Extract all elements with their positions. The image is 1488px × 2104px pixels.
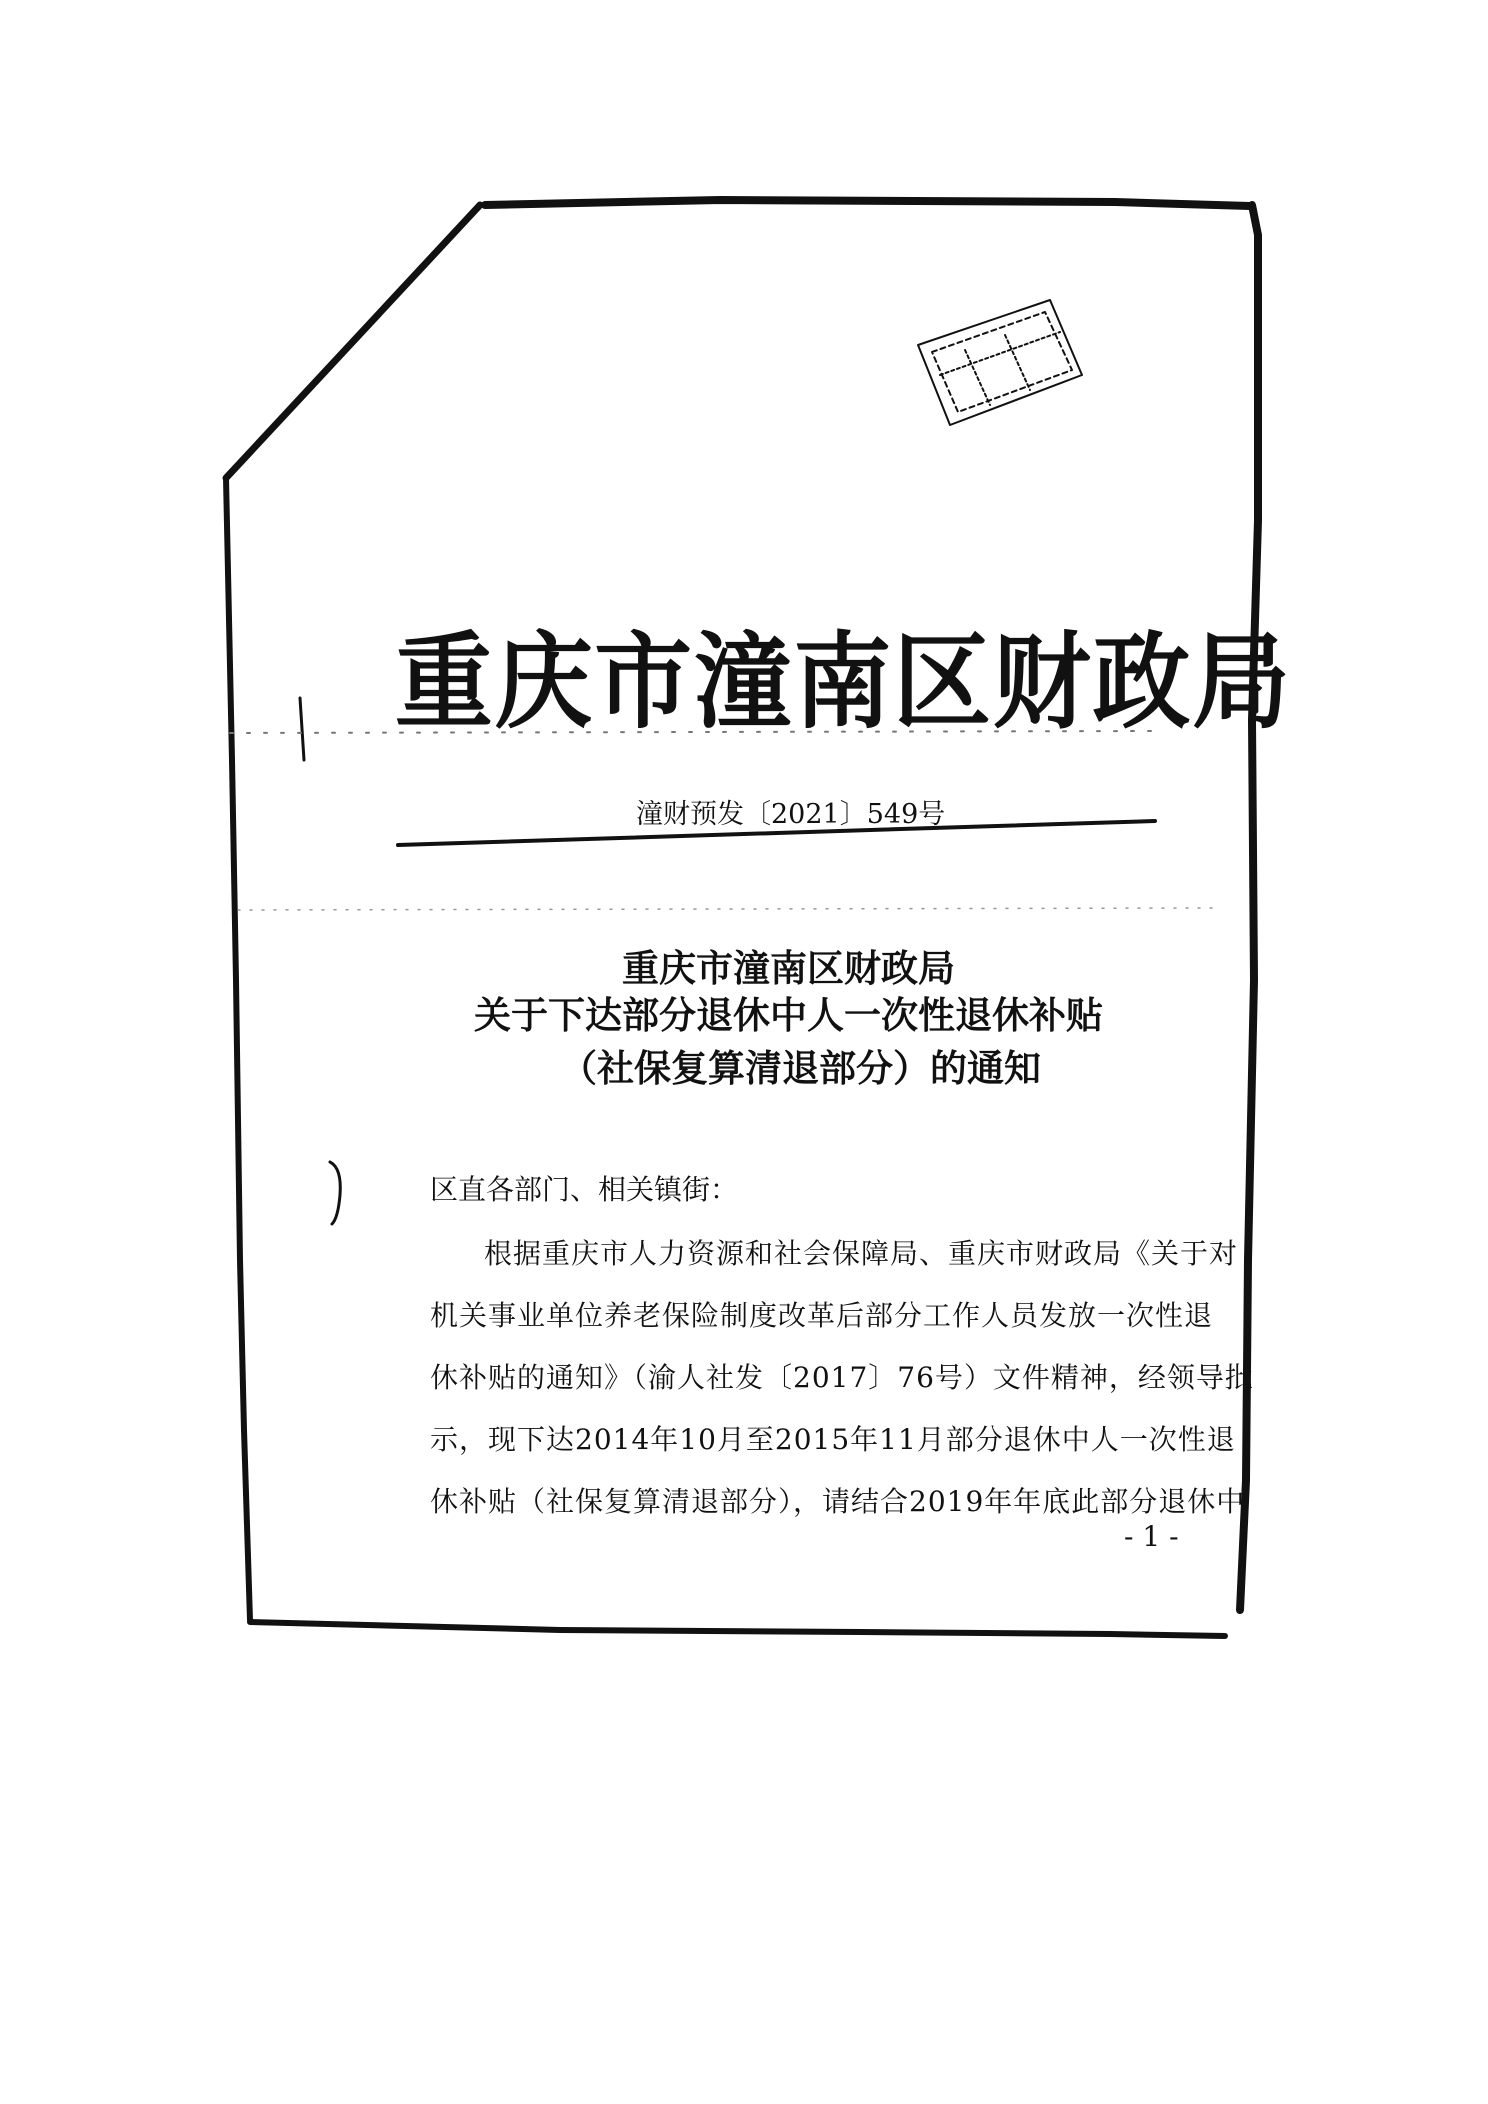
- frame-left-edge: [226, 478, 250, 1620]
- body-line-1: 根据重庆市人力资源和社会保障局、重庆市财政局《关于对: [484, 1237, 1239, 1270]
- document-title-line-2: 关于下达部分退休中人一次性退休补贴: [474, 993, 1103, 1037]
- body-line-2: 机关事业单位养老保险制度改革后部分工作人员发放一次性退: [430, 1299, 1214, 1332]
- faint-dotted-line-2: [238, 908, 1215, 910]
- frame-right-edge: [1240, 205, 1258, 1610]
- stamp-mark: [918, 300, 1082, 425]
- page-number: - 1 -: [1124, 1520, 1179, 1553]
- frame-corner-diagonal: [226, 205, 480, 478]
- salutation: 区直各部门、相关镇街：: [430, 1173, 739, 1206]
- document-number: 潼财预发〔2021〕549号: [636, 799, 946, 830]
- document-title-line-1: 重庆市潼南区财政局: [622, 946, 955, 990]
- body-line-3: 休补贴的通知》（渝人社发〔2017〕76号）文件精神，经领导批: [430, 1361, 1254, 1394]
- body-line-5: 休补贴（社保复算清退部分），请结合2019年年底此部分退休中: [430, 1485, 1246, 1518]
- frame-bottom-edge: [250, 1622, 1225, 1636]
- body-line-4: 示，现下达2014年10月至2015年11月部分退休中人一次性退: [430, 1423, 1236, 1456]
- frame-top-edge: [485, 200, 1250, 206]
- document-title-line-3: （社保复算清退部分）的通知: [560, 1046, 1041, 1090]
- left-bracket-top: [300, 698, 304, 760]
- issuing-authority-header: 重庆市潼南区财政局: [395, 620, 1292, 743]
- left-bracket-mid: [330, 1162, 340, 1224]
